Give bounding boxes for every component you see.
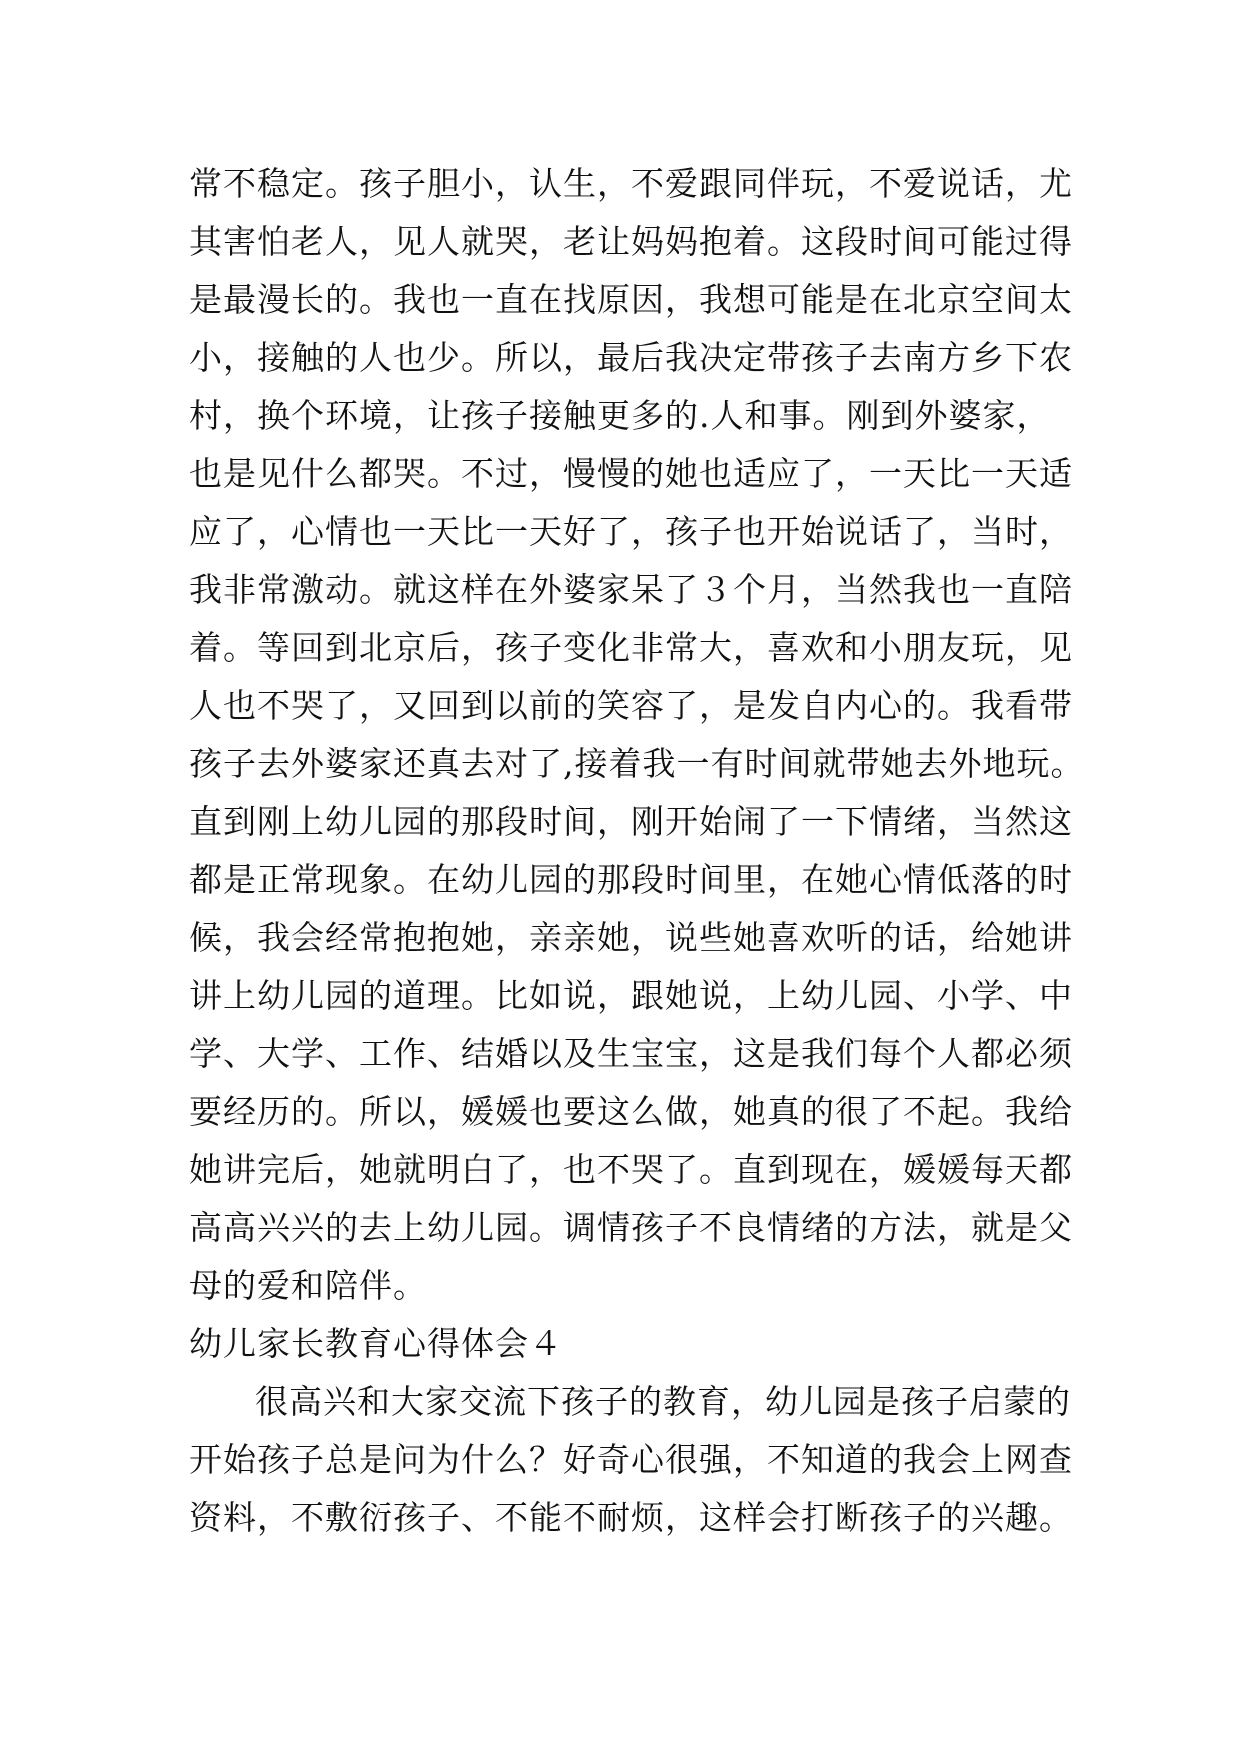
paragraph-line: 都是正常现象。在幼儿园的那段时间里，在她心情低落的时 bbox=[189, 860, 1073, 899]
paragraph-line: 母的爱和陪伴。 bbox=[189, 1266, 427, 1305]
paragraph-line: 人也不哭了，又回到以前的笑容了，是发自内心的。我看带 bbox=[189, 686, 1073, 725]
paragraph-line: 也是见什么都哭。不过，慢慢的她也适应了，一天比一天适 bbox=[189, 454, 1073, 493]
paragraph-line: 学、大学、工作、结婚以及生宝宝，这是我们每个人都必须 bbox=[189, 1034, 1073, 1073]
paragraph-line: 高高兴兴的去上幼儿园。调情孩子不良情绪的方法，就是父 bbox=[189, 1208, 1073, 1247]
paragraph-line: 讲上幼儿园的道理。比如说，跟她说，上幼儿园、小学、中 bbox=[189, 976, 1073, 1015]
paragraph-line: 村，换个环境，让孩子接触更多的.人和事。刚到外婆家， bbox=[189, 396, 1051, 435]
paragraph-line: 常不稳定。孩子胆小，认生，不爱跟同伴玩，不爱说话，尤 bbox=[189, 164, 1073, 203]
paragraph-line: 直到刚上幼儿园的那段时间，刚开始闹了一下情绪，当然这 bbox=[189, 802, 1073, 841]
paragraph-line: 小，接触的人也少。所以，最后我决定带孩子去南方乡下农 bbox=[189, 338, 1073, 377]
document-body bbox=[189, 155, 1085, 1547]
paragraph-line: 她讲完后，她就明白了，也不哭了。直到现在，媛媛每天都 bbox=[189, 1150, 1073, 1189]
paragraph-line: 开始孩子总是问为什么？好奇心很强，不知道的我会上网查 bbox=[189, 1440, 1073, 1479]
section-heading: 幼儿家长教育心得体会４ bbox=[189, 1324, 563, 1363]
paragraph-line: 孩子去外婆家还真去对了,接着我一有时间就带她去外地玩。 bbox=[189, 744, 1085, 783]
paragraph-line: 应了，心情也一天比一天好了，孩子也开始说话了，当时， bbox=[189, 512, 1073, 551]
paragraph-line: 我非常激动。就这样在外婆家呆了３个月，当然我也一直陪 bbox=[189, 570, 1073, 609]
paragraph-line: 候，我会经常抱抱她，亲亲她，说些她喜欢听的话，给她讲 bbox=[189, 918, 1073, 957]
paragraph-line: 要经历的。所以，媛媛也要这么做，她真的很了不起。我给 bbox=[189, 1092, 1073, 1131]
paragraph-line: 着。等回到北京后，孩子变化非常大，喜欢和小朋友玩，见 bbox=[189, 628, 1073, 667]
paragraph-line: 很高兴和大家交流下孩子的教育，幼儿园是孩子启蒙的 bbox=[255, 1382, 1071, 1421]
paragraph-line: 资料，不敷衍孩子、不能不耐烦，这样会打断孩子的兴趣。 bbox=[189, 1498, 1073, 1537]
paragraph-line: 是最漫长的。我也一直在找原因，我想可能是在北京空间太 bbox=[189, 280, 1073, 319]
paragraph-line: 其害怕老人，见人就哭，老让妈妈抱着。这段时间可能过得 bbox=[189, 222, 1073, 261]
